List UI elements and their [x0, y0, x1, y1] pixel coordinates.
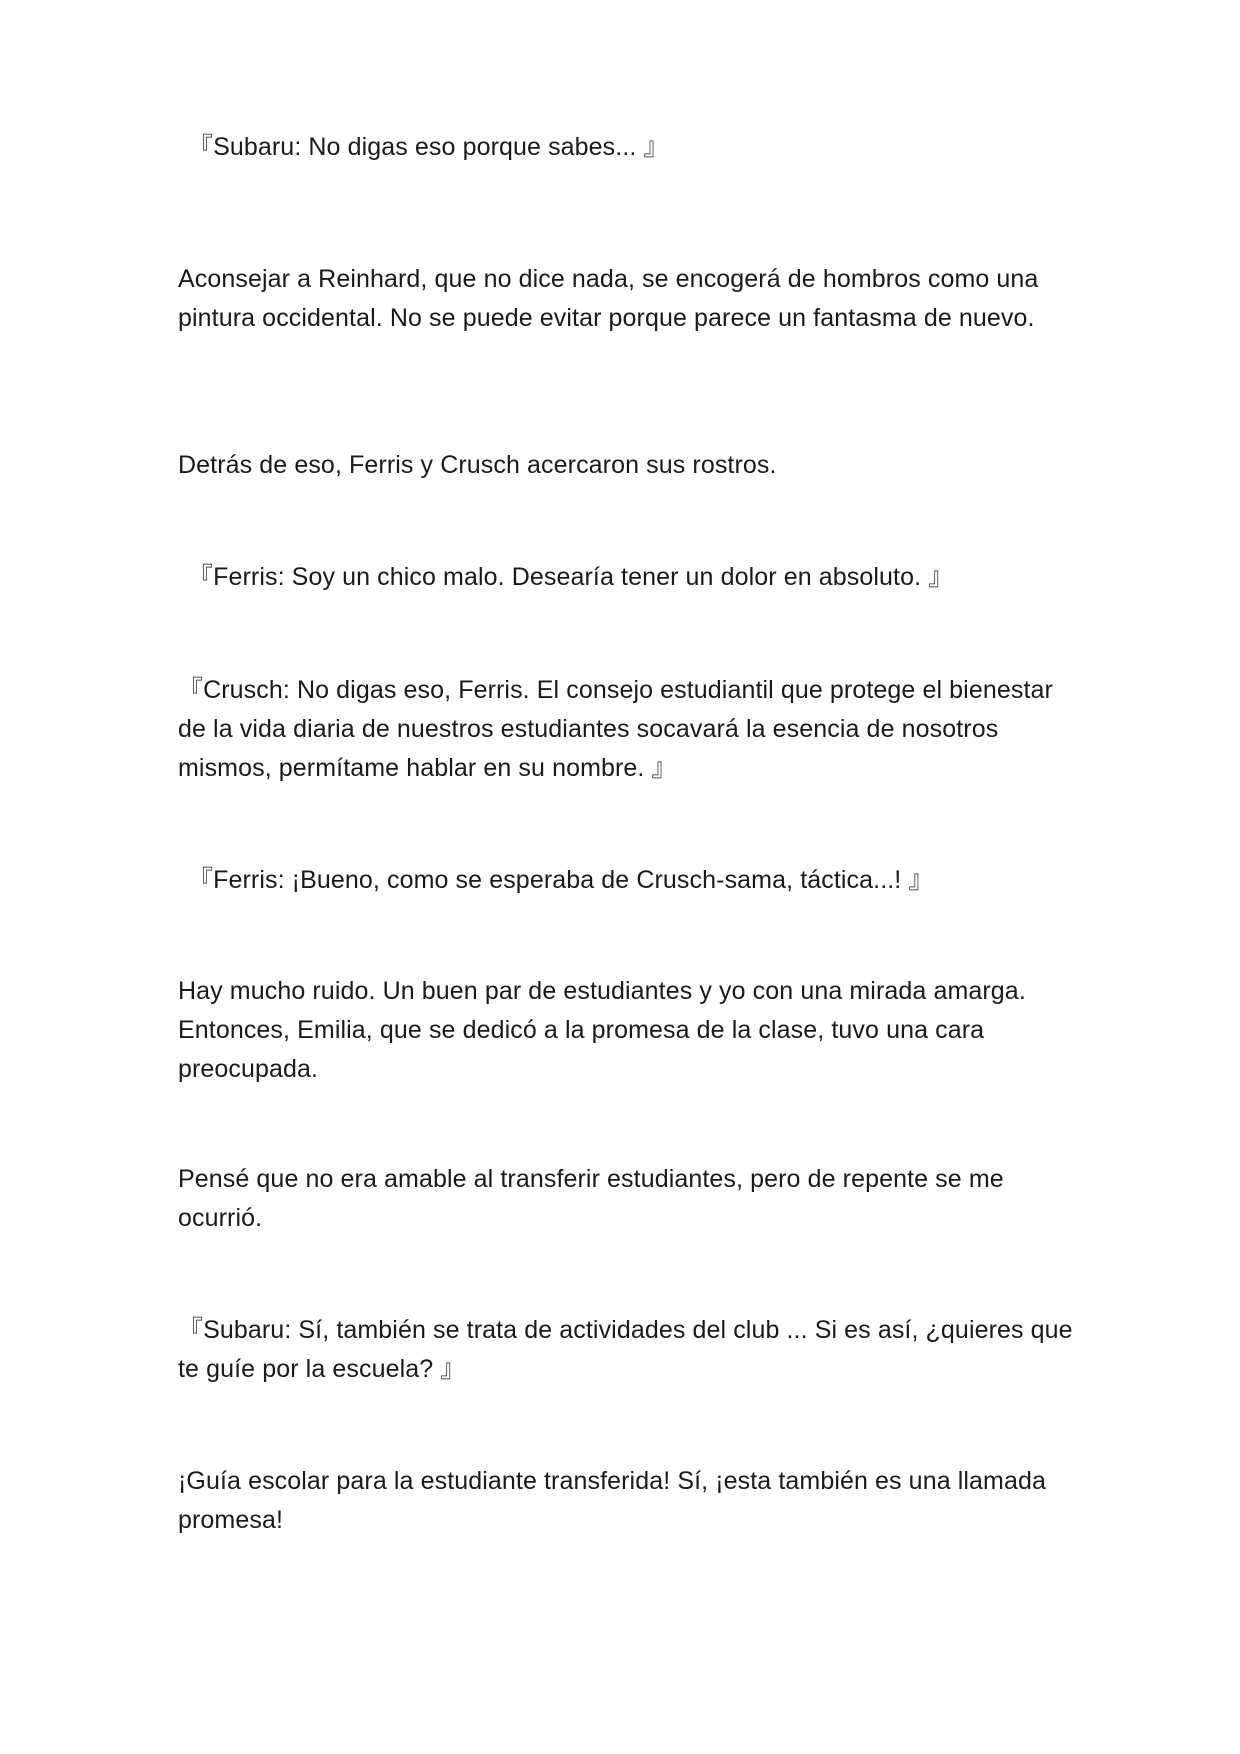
dialogue-paragraph: 『Ferris: Soy un chico malo. Desearía tener un dolor en absoluto. 』	[188, 563, 954, 591]
dialogue-paragraph: 『Crusch: No digas eso, Ferris. El consejo estudiantil que protege el bienestar de la vida diaria de nuestros estudiantes socavará la esencia de nosotros mismos, permítame hablar en su nombre. 』	[178, 676, 1053, 782]
narration-paragraph: Detrás de eso, Ferris y Crusch acercaron sus rostros.	[178, 451, 777, 479]
narration-paragraph: Pensé que no era amable al transferir estudiantes, pero de repente se me ocurrió.	[178, 1165, 1004, 1232]
dialogue-paragraph: 『Subaru: Sí, también se trata de actividades del club ... Si es así, ¿quieres que te guíe por la escuela? 』	[178, 1316, 1073, 1383]
dialogue-paragraph: 『Subaru: No digas eso porque sabes... 』	[188, 133, 669, 161]
dialogue-paragraph: 『Ferris: ¡Bueno, como se esperaba de Crusch-sama, táctica...! 』	[188, 866, 934, 894]
narration-paragraph: ¡Guía escolar para la estudiante transferida! Sí, ¡esta también es una llamada promesa!	[178, 1467, 1046, 1534]
narration-paragraph: Hay mucho ruido. Un buen par de estudiantes y yo con una mirada amarga. Entonces, Emilia, que se dedicó a la promesa de la clase, tuvo una cara preocupada.	[178, 977, 1026, 1083]
narration-paragraph: Aconsejar a Reinhard, que no dice nada, se encogerá de hombros como una pintura occidental. No se puede evitar porque parece un fantasma de nuevo.	[178, 265, 1039, 332]
